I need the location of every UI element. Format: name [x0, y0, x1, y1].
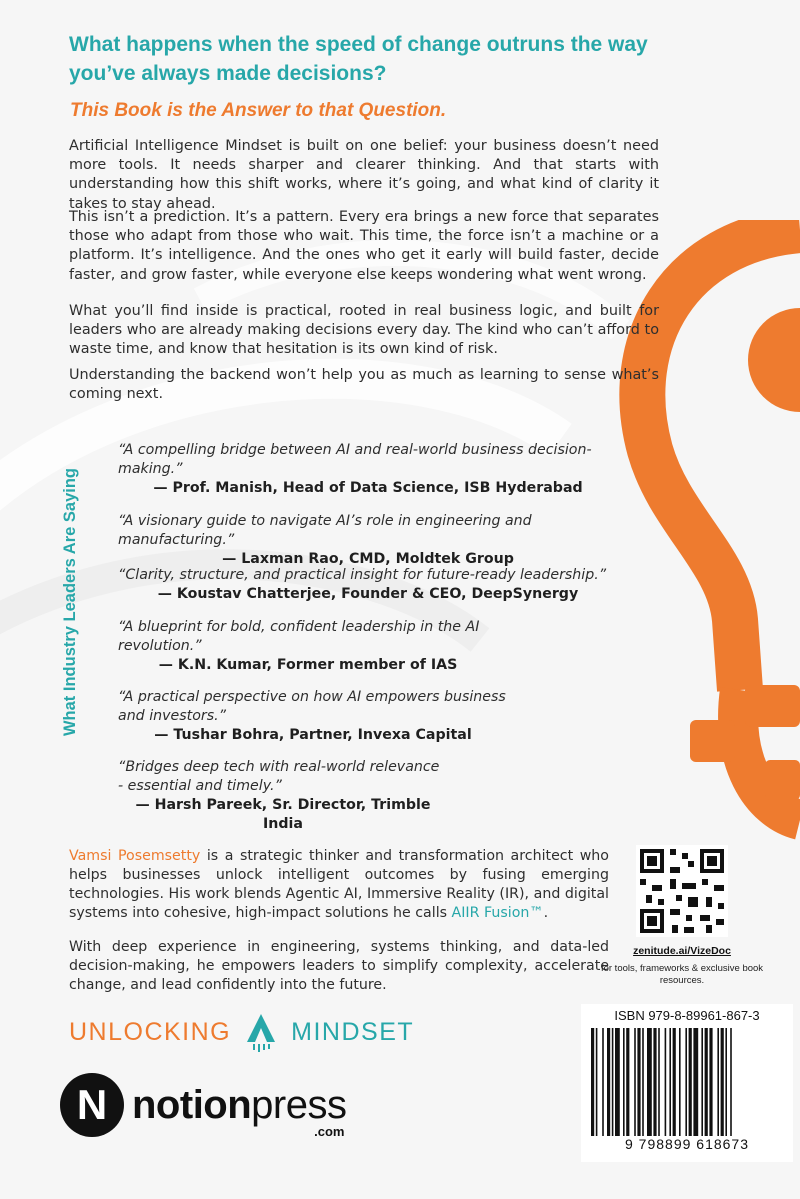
testimonial-5 [118, 688, 508, 745]
isbn-barcode-box [581, 1004, 793, 1162]
mindset-logo-icon [241, 1012, 281, 1052]
author-name: Vamsi Posemsetty [69, 848, 201, 864]
testimonial-attribution: — Prof. Manish, Head of Data Science, ISB Hyderabad [153, 480, 583, 496]
testimonial-attribution: — Laxman Rao, CMD, Moldtek Group [222, 551, 514, 567]
testimonial-2 [118, 512, 618, 569]
testimonial-attribution: — Harsh Pareek, Sr. Director, Trimble India [135, 797, 431, 832]
testimonial-attribution: — Tushar Bohra, Partner, Invexa Capital [154, 727, 472, 743]
author-bio [69, 847, 609, 923]
qr-caption: for tools, frameworks & exclusive book resources. [600, 963, 764, 986]
testimonial-quote: “A compelling bridge between AI and real-world business decision-making.” [118, 442, 592, 477]
testimonials-title: What Industry Leaders Are Saying [60, 467, 79, 737]
publisher-name-light: press [251, 1082, 347, 1127]
author-bio-end: . [543, 905, 549, 921]
qr-url-link[interactable]: zenitude.ai/VizeDoc [633, 945, 731, 957]
testimonial-attribution: — Koustav Chatterjee, Founder & CEO, DeepSynergy [157, 586, 579, 602]
testimonial-quote: “Clarity, structure, and practical insight for future-ready leadership.” [118, 567, 607, 583]
testimonial-6 [118, 758, 448, 834]
testimonial-3 [118, 566, 618, 604]
intro-paragraph-2: This isn’t a prediction. It’s a pattern. Every era brings a new force that separates those who adapt from those who wait. This time, the force isn’t a machine or a platform. It’s intelligence. And the ones who get it early will build faster, decide faster, and grow faster, while everyone else keeps wondering what went wrong. [69, 209, 659, 283]
author-bio-text: is a strategic thinker and transformation architect who helps businesses unlock intelligent outcomes by fusing emerging technologies. His work blends Agentic AI, Immersive Reality (IR), and digital systems into cohesive, high-impact solutions he calls [69, 848, 609, 921]
headline: What happens when the speed of change outruns the way you’ve always made decisions? [69, 33, 648, 85]
testimonial-quote: “A practical perspective on how AI empowers business and investors.” [118, 689, 506, 724]
author-bio-2: With deep experience in engineering, systems thinking, and data-led decision-making, he empowers leaders to simplify complexity, accelerate change, and lead confidently into the future. [69, 939, 609, 993]
aiir-fusion-brand: AIIR Fusion™ [451, 905, 544, 921]
testimonial-attribution: — K.N. Kumar, Former member of IAS [158, 657, 458, 673]
series-word-unlocking: UNLOCKING [69, 1017, 232, 1046]
barcode-digits: 9 798899 618673 [625, 1136, 749, 1152]
testimonial-quote: “Bridges deep tech with real-world relevance - essential and timely.” [118, 759, 440, 794]
publisher-logo [60, 1073, 346, 1137]
intro-paragraph-3: What you’ll find inside is practical, rooted in real business logic, and built for leaders who are already making decisions every day. The kind who can’t afford to waste time, and know that hesitation is its own kind of risk. [69, 303, 659, 358]
notion-press-badge-icon: N [60, 1073, 124, 1137]
answer-subheading: This Book is the Answer to that Question. [70, 100, 447, 121]
testimonial-quote: “A blueprint for bold, confident leadership in the AI revolution.” [118, 619, 480, 654]
publisher-suffix: .com [314, 1123, 345, 1139]
testimonial-4 [118, 618, 498, 675]
isbn-label: ISBN 979-8-89961-867-3 [614, 1008, 760, 1023]
testimonial-quote: “A visionary guide to navigate AI’s role in engineering and manufacturing.” [118, 513, 532, 548]
barcode-icon [591, 1028, 783, 1136]
intro-paragraph-1: Artificial Intelligence Mindset is built on one belief: your business doesn’t need more tools. It needs sharper and clearer thinking. And that starts with understanding how this shift works, where it’s going, and what kind of clarity it takes to stay ahead. [69, 138, 659, 212]
qr-code-icon [636, 845, 728, 937]
series-logo [69, 1012, 414, 1052]
testimonial-1 [118, 441, 618, 498]
series-word-mindset: MINDSET [291, 1017, 415, 1046]
publisher-name-bold: notion [132, 1082, 252, 1127]
intro-paragraph-4: Understanding the backend won’t help you as much as learning to sense what’s coming next. [69, 367, 659, 403]
